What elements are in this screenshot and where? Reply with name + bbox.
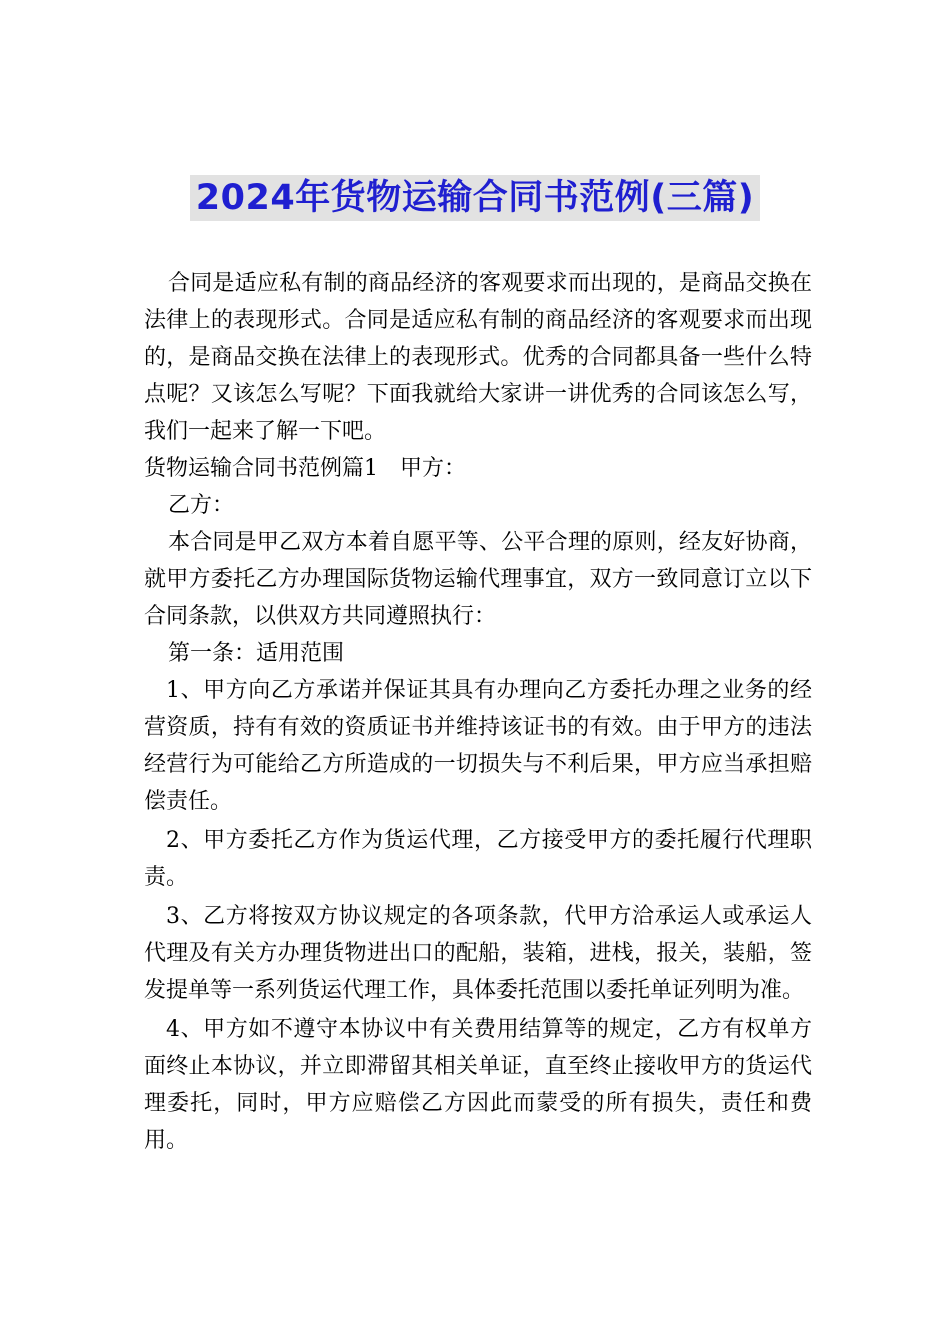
title-container xyxy=(0,175,950,221)
clause-2-paragraph: 2、甲方委托乙方作为货运代理，乙方接受甲方的委托履行代理职责。 xyxy=(144,828,812,890)
article-heading: 第一条：适用范围 xyxy=(168,641,345,666)
section-heading-paragraph: 货物运输合同书范例篇1 甲方： xyxy=(144,456,466,481)
clause-4-paragraph: 4、甲方如不遵守本协议中有关费用结算等的规定，乙方有权单方面终止本协议，并立即滞留其相关单证，直至终止接收甲方的货运代理委托，同时，甲方应赔偿乙方因此而蒙受的所有损失，责任和费用。 xyxy=(144,1017,812,1153)
contract-preamble-paragraph: 本合同是甲乙双方本着自愿平等、公平合理的原则，经友好协商，就甲方委托乙方办理国际货物运输代理事宜，双方一致同意订立以下合同条款，以供双方共同遵照执行： xyxy=(144,530,812,629)
party-b-paragraph: 乙方： xyxy=(168,493,235,518)
document-body xyxy=(144,265,812,1159)
intro-paragraph: 合同是适应私有制的商品经济的客观要求而出现的，是商品交换在法律上的表现形式。合同是适应私有制的商品经济的客观要求而出现的，是商品交换在法律上的表现形式。优秀的合同都具备一些什么特点呢？又该怎么写呢？下面我就给大家讲一讲优秀的合同该怎么写，我们一起来了解一下吧。 xyxy=(144,271,812,444)
clause-3-paragraph: 3、乙方将按双方协议规定的各项条款，代甲方洽承运人或承运人代理及有关方办理货物进出口的配船，装箱，进栈，报关，装船，签发提单等一系列货运代理工作，具体委托范围以委托单证列明为准。 xyxy=(144,904,812,1003)
document-title: 2024年货物运输合同书范例(三篇) xyxy=(190,175,760,221)
clause-1-paragraph: 1、甲方向乙方承诺并保证其具有办理向乙方委托办理之业务的经营资质，持有有效的资质证书并维持该证书的有效。由于甲方的违法经营行为可能给乙方所造成的一切损失与不利后果，甲方应当承担赔偿责任。 xyxy=(144,678,812,814)
